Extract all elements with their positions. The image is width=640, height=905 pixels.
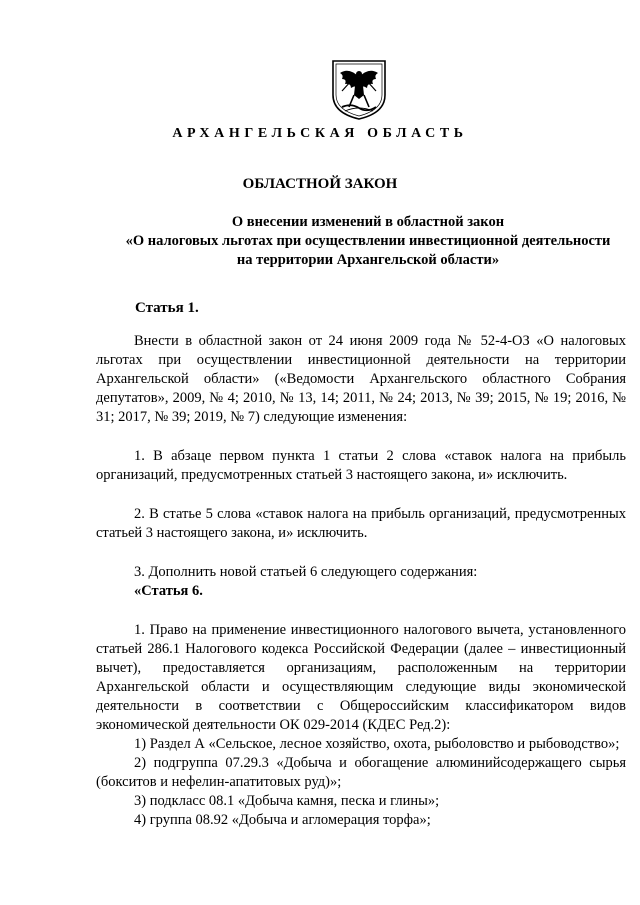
law-title-line: на территории Архангельской области»: [236, 252, 500, 268]
change-3-paragraph: 3. Дополнить новой статьей 6 следующего содержания:: [134, 564, 478, 580]
list-item: 4) группа 08.92 «Добыча и агломерация торфа»;: [134, 812, 431, 828]
change-2-paragraph: 2. В статье 5 слова «ставок налога на прибыль организаций, предусмотренных статьей 3 настоящего закона, и» исключить.: [96, 506, 626, 541]
list-item: 2) подгруппа 07.29.3 «Добыча и обогащение алюминийсодержащего сырья (бокситов и нефелин-апатитовых руд)»;: [96, 755, 626, 790]
list-item: 1) Раздел А «Сельское, лесное хозяйство, охота, рыболовство и рыбоводство»;: [134, 736, 620, 752]
coat-of-arms-icon: [329, 57, 389, 121]
law-title: [96, 213, 640, 270]
intro-paragraph: Внести в областной закон от 24 июня 2009 года № 52-4-ОЗ «О налоговых льготах при осуществлении инвестиционной деятельности на территории Архангельской области» («Ведомости Архангельского областного Собрания депутатов», 2009, № 4; 2010, № 13, 14; 2011, № 24; 2013, № 39; 2015, № 19; 2016, № 31; 2017, № 39; 2019, № 7) следующие изменения:: [96, 333, 626, 425]
law-title-line: О внесении изменений в областной закон: [231, 214, 505, 230]
law-body: [96, 332, 626, 830]
article-1-heading: Статья 1.: [135, 300, 199, 316]
new-article-paragraph-1: 1. Право на применение инвестиционного налогового вычета, установленного статьей 286.1 Налогового кодекса Российской Федерации (далее – инвестиционный вычет), предоставляется организациям, расположенным на территории Архангельской области и осуществляющим следующие виды экономической деятельности в соответствии с Общероссийским классификатором видов экономической деятельности ОК 029-2014 (КДЕС Ред.2):: [96, 622, 626, 733]
law-type-heading: ОБЛАСТНОЙ ЗАКОН: [242, 176, 398, 192]
new-article-heading: «Статья 6.: [134, 583, 203, 599]
law-title-line: «О налоговых льготах при осуществлении инвестиционной деятельности: [125, 233, 611, 249]
list-item: 3) подкласс 08.1 «Добыча камня, песка и глины»;: [134, 793, 440, 809]
change-1-paragraph: 1. В абзаце первом пункта 1 статьи 2 слова «ставок налога на прибыль организаций, предусмотренных статьей 3 настоящего закона, и» исключить.: [96, 448, 626, 483]
region-name: АРХАНГЕЛЬСКАЯ ОБЛАСТЬ: [172, 126, 468, 141]
